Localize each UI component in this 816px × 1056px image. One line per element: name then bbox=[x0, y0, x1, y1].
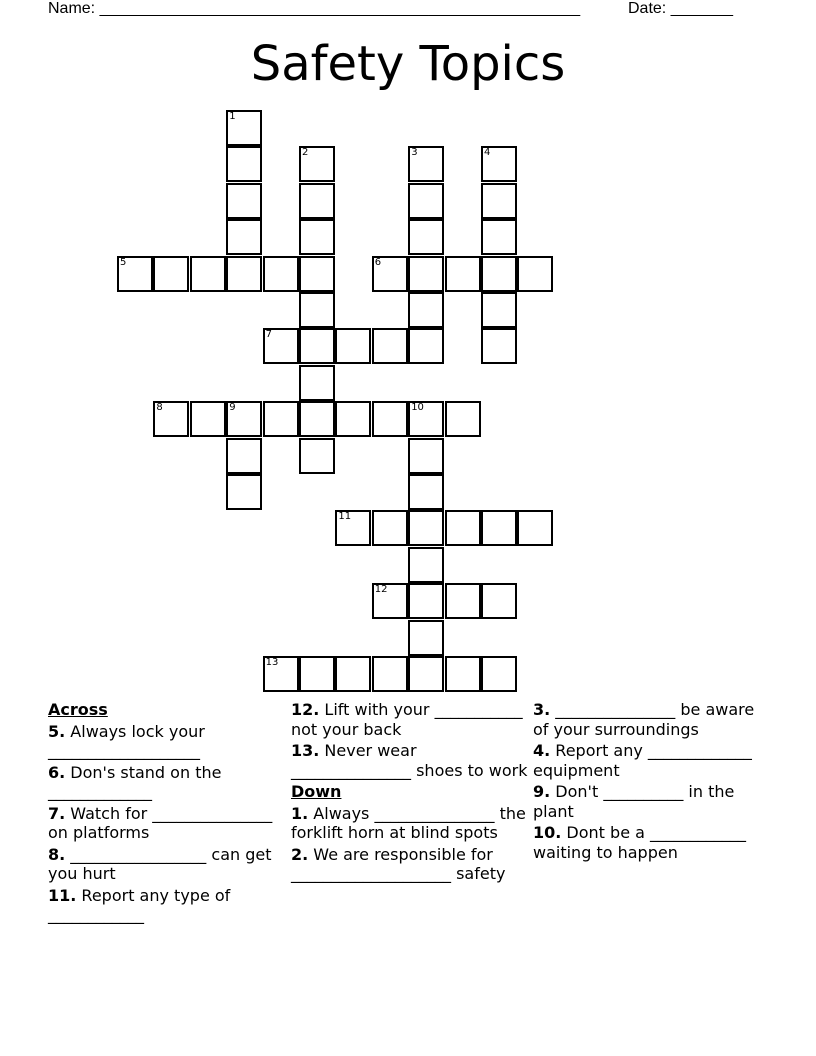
clue-number: 5. bbox=[48, 721, 66, 741]
grid-cell[interactable] bbox=[481, 328, 517, 364]
grid-cell[interactable] bbox=[335, 656, 371, 692]
grid-cell[interactable] bbox=[263, 656, 299, 692]
grid-cell[interactable] bbox=[408, 183, 444, 219]
grid-cell[interactable] bbox=[226, 110, 262, 146]
clue-number: 13. bbox=[291, 741, 320, 760]
cell-number: 7 bbox=[265, 329, 272, 341]
grid-cell[interactable] bbox=[335, 401, 371, 437]
grid-cell[interactable] bbox=[263, 328, 299, 364]
grid-cell[interactable] bbox=[263, 256, 299, 292]
grid-cell[interactable] bbox=[299, 256, 335, 292]
grid-cell[interactable] bbox=[481, 292, 517, 328]
cell-number: 1 bbox=[229, 111, 236, 122]
grid-cell[interactable] bbox=[299, 328, 335, 364]
cell-number: 2 bbox=[302, 147, 309, 159]
clue-across-5 bbox=[48, 722, 288, 761]
grid-cell[interactable] bbox=[299, 183, 335, 219]
grid-cell[interactable] bbox=[481, 146, 517, 182]
grid-cell[interactable] bbox=[117, 256, 153, 292]
clue-text: Always lock your ___________________ bbox=[48, 721, 205, 760]
clue-text: Don't __________ in the plant bbox=[533, 782, 735, 821]
clue-text: We are responsible for ____________________ safety bbox=[291, 844, 506, 883]
grid-cell[interactable] bbox=[408, 656, 444, 692]
grid-cell[interactable] bbox=[408, 510, 444, 546]
grid-cell[interactable] bbox=[299, 219, 335, 255]
clue-number: 6. bbox=[48, 762, 66, 782]
grid-cell[interactable] bbox=[226, 438, 262, 474]
grid-cell[interactable] bbox=[372, 583, 408, 619]
clues-column-1 bbox=[48, 700, 288, 927]
grid-cell[interactable] bbox=[226, 474, 262, 510]
grid-cell[interactable] bbox=[226, 256, 262, 292]
clue-across-8 bbox=[48, 845, 288, 884]
clue-number: 7. bbox=[48, 803, 66, 823]
clue-text: _______________ be aware of your surroundings bbox=[533, 700, 755, 739]
grid-cell[interactable] bbox=[299, 656, 335, 692]
cell-number: 4 bbox=[484, 147, 491, 159]
grid-cell[interactable] bbox=[299, 438, 335, 474]
grid-cell[interactable] bbox=[226, 401, 262, 437]
clue-down-10 bbox=[533, 823, 773, 862]
grid-cell[interactable] bbox=[335, 510, 371, 546]
grid-cell[interactable] bbox=[153, 401, 189, 437]
grid-cell[interactable] bbox=[226, 183, 262, 219]
date-field[interactable]: Date: _______ bbox=[628, 0, 733, 17]
clue-down-9 bbox=[533, 782, 773, 821]
clue-number: 1. bbox=[291, 803, 309, 823]
grid-cell[interactable] bbox=[408, 401, 444, 437]
clue-across-13 bbox=[291, 741, 531, 780]
clue-number: 11. bbox=[48, 885, 77, 905]
clue-across-12 bbox=[291, 700, 531, 739]
grid-cell[interactable] bbox=[408, 219, 444, 255]
grid-cell[interactable] bbox=[372, 328, 408, 364]
grid-cell[interactable] bbox=[481, 583, 517, 619]
clue-down-4 bbox=[533, 741, 773, 780]
grid-cell[interactable] bbox=[445, 256, 481, 292]
grid-cell[interactable] bbox=[299, 146, 335, 182]
grid-cell[interactable] bbox=[408, 583, 444, 619]
grid-cell[interactable] bbox=[299, 401, 335, 437]
grid-cell[interactable] bbox=[190, 401, 226, 437]
clue-number: 4. bbox=[533, 741, 551, 760]
cell-number: 11 bbox=[338, 511, 352, 523]
clue-number: 2. bbox=[291, 844, 309, 864]
grid-cell[interactable] bbox=[517, 256, 553, 292]
grid-cell[interactable] bbox=[335, 328, 371, 364]
grid-cell[interactable] bbox=[408, 438, 444, 474]
clue-across-11 bbox=[48, 886, 288, 925]
clues-column-2 bbox=[291, 700, 531, 886]
grid-cell[interactable] bbox=[445, 656, 481, 692]
clue-text: _________________ can get you hurt bbox=[48, 844, 272, 883]
grid-cell[interactable] bbox=[408, 292, 444, 328]
grid-cell[interactable] bbox=[481, 510, 517, 546]
grid-cell[interactable] bbox=[372, 656, 408, 692]
cell-number: 6 bbox=[374, 256, 382, 268]
clue-text: Never wear _______________ shoes to work bbox=[291, 741, 528, 780]
grid-cell[interactable] bbox=[372, 401, 408, 437]
clue-text: Always _______________ the forklift horn at blind spots bbox=[291, 803, 526, 842]
grid-cell[interactable] bbox=[445, 583, 481, 619]
page-title: Safety Topics bbox=[250, 36, 566, 92]
clue-text: Lift with your ___________ not your back bbox=[291, 700, 523, 739]
down-heading: Down bbox=[291, 782, 342, 801]
cell-number: 10 bbox=[411, 402, 424, 414]
cell-number: 3 bbox=[411, 147, 418, 159]
grid-cell[interactable] bbox=[408, 146, 444, 182]
grid-cell[interactable] bbox=[372, 256, 408, 292]
cell-number: 8 bbox=[156, 402, 163, 414]
clue-down-3 bbox=[533, 700, 773, 739]
clue-down-1 bbox=[291, 804, 531, 843]
grid-cell[interactable] bbox=[408, 256, 444, 292]
grid-cell[interactable] bbox=[408, 620, 444, 656]
clue-text: Report any _____________ equipment bbox=[533, 741, 752, 780]
grid-cell[interactable] bbox=[481, 183, 517, 219]
grid-cell[interactable] bbox=[372, 510, 408, 546]
name-field[interactable]: Name: ______________________________________________________ bbox=[48, 0, 581, 17]
grid-cell[interactable] bbox=[190, 256, 226, 292]
grid-cell[interactable] bbox=[263, 401, 299, 437]
clue-number: 9. bbox=[533, 782, 551, 801]
clue-across-7 bbox=[48, 804, 288, 843]
cell-number: 12 bbox=[374, 584, 388, 596]
grid-cell[interactable] bbox=[481, 219, 517, 255]
across-heading: Across bbox=[48, 700, 108, 719]
grid-cell[interactable] bbox=[517, 510, 553, 546]
clue-text: Report any type of ____________ bbox=[48, 885, 231, 924]
cell-number: 9 bbox=[229, 402, 236, 414]
grid-cell[interactable] bbox=[481, 256, 517, 292]
clue-number: 3. bbox=[533, 700, 551, 719]
grid-cell[interactable] bbox=[226, 146, 262, 182]
grid-cell[interactable] bbox=[299, 292, 335, 328]
clue-number: 8. bbox=[48, 844, 66, 864]
grid-cell[interactable] bbox=[226, 219, 262, 255]
clue-number: 10. bbox=[533, 823, 562, 842]
clue-text: Dont be a ____________ waiting to happen bbox=[533, 823, 747, 862]
clue-number: 12. bbox=[291, 700, 320, 719]
clue-text: Don's stand on the _____________ bbox=[48, 762, 222, 801]
grid-cell[interactable] bbox=[408, 328, 444, 364]
grid-cell[interactable] bbox=[408, 547, 444, 583]
cell-number: 5 bbox=[120, 256, 127, 268]
cell-number: 13 bbox=[265, 657, 279, 668]
clue-across-6 bbox=[48, 763, 288, 802]
clue-down-2 bbox=[291, 845, 531, 884]
grid-cell[interactable] bbox=[408, 474, 444, 510]
grid-cell[interactable] bbox=[153, 256, 189, 292]
clue-text: Watch for _______________ on platforms bbox=[48, 803, 273, 842]
grid-cell[interactable] bbox=[445, 401, 481, 437]
grid-cell[interactable] bbox=[299, 365, 335, 401]
grid-cell[interactable] bbox=[481, 656, 517, 692]
clues-column-3 bbox=[533, 700, 773, 864]
grid-cell[interactable] bbox=[445, 510, 481, 546]
